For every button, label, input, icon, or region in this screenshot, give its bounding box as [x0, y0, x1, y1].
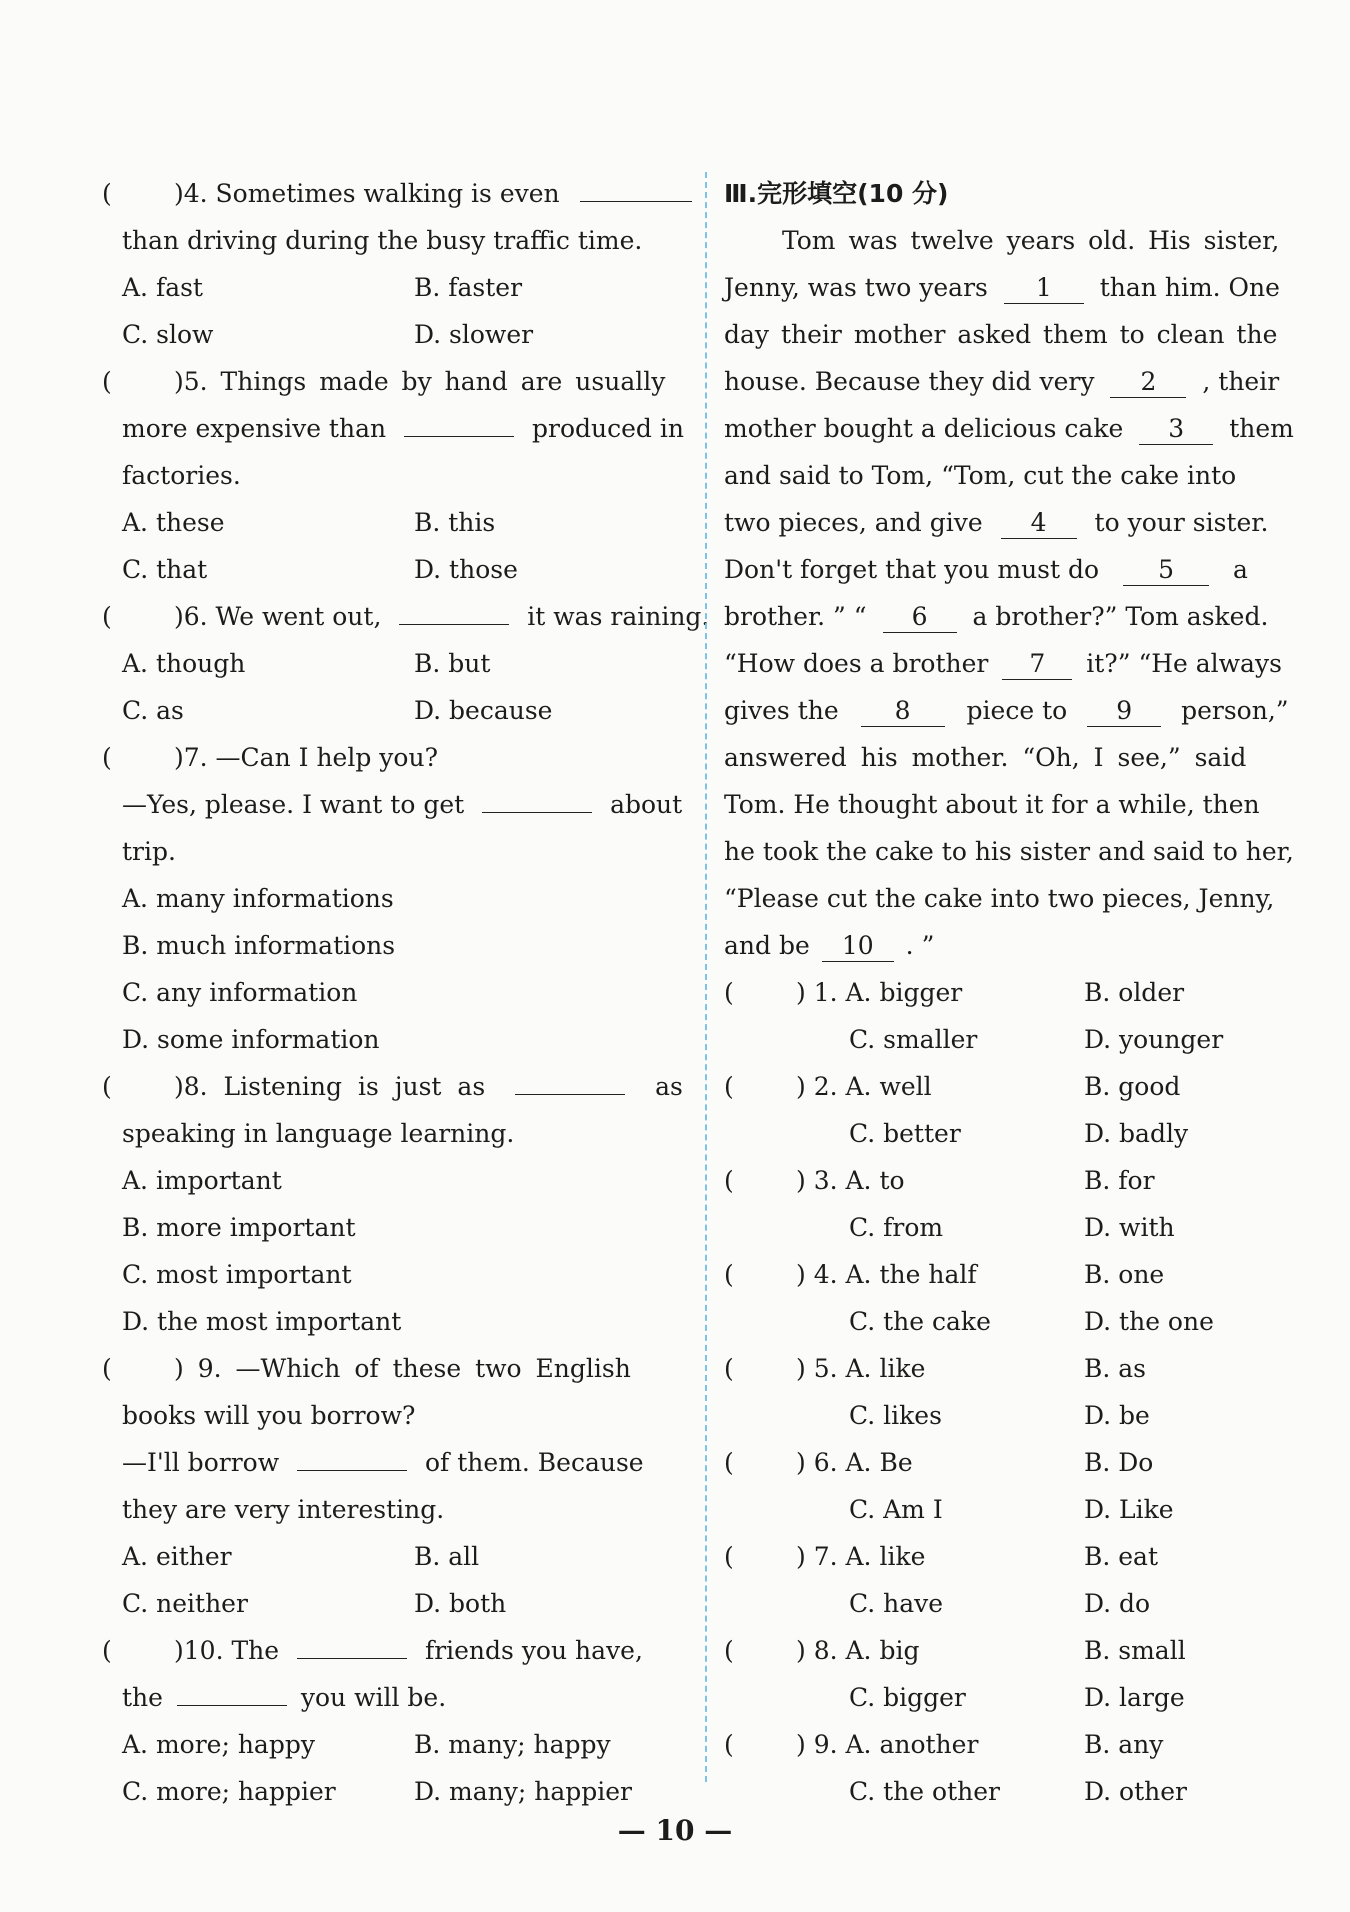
q4-options-cd	[122, 311, 682, 358]
option-d[interactable]: D. both	[414, 1589, 507, 1618]
passage-line: mother bought a delicious cake 3 them	[724, 414, 1294, 443]
q4-options-ab	[122, 264, 682, 311]
answer-blank[interactable]	[580, 171, 692, 202]
left-column	[102, 170, 710, 1815]
option-b[interactable]: B. eat	[1084, 1542, 1159, 1571]
passage-line: gives the 8 piece to 9 person,”	[724, 696, 1289, 725]
q10-line1: ( )10. The friends you have,	[102, 1627, 662, 1674]
section-title: Ⅲ.完形填空(10 分)	[724, 179, 949, 208]
cloze-blank[interactable]: 5	[1123, 555, 1209, 586]
cloze-q7: ( ) 7. A. like B. eat	[724, 1533, 1284, 1580]
option-c[interactable]: C. Am I	[849, 1495, 943, 1524]
option-c[interactable]: C. have	[849, 1589, 944, 1618]
q8-line2: speaking in language learning.	[122, 1119, 515, 1148]
option-a[interactable]: A. fast	[122, 273, 203, 302]
option-c[interactable]: C. better	[849, 1119, 961, 1148]
cloze-blank[interactable]: 1	[1004, 273, 1084, 304]
q5-line3: factories.	[122, 461, 241, 490]
option-d[interactable]: D. large	[1084, 1683, 1185, 1712]
cloze-q4-cd	[724, 1298, 1284, 1345]
option-b[interactable]: B. this	[414, 508, 496, 537]
answer-blank[interactable]	[404, 406, 514, 437]
cloze-blank[interactable]: 10	[822, 931, 894, 962]
option-c[interactable]: C. any information	[122, 978, 358, 1007]
q9-options-cd	[122, 1580, 682, 1627]
option-c[interactable]: C. that	[122, 555, 208, 584]
option-d[interactable]: D. because	[414, 696, 553, 725]
option-b[interactable]: B. good	[1084, 1072, 1181, 1101]
option-c[interactable]: C. bigger	[849, 1683, 966, 1712]
option-d[interactable]: D. other	[1084, 1777, 1187, 1806]
passage-line: Jenny, was two years 1 than him. One	[724, 273, 1280, 302]
passage-line: two pieces, and give 4 to your sister.	[724, 508, 1269, 537]
q7-line1: ( )7. —Can I help you?	[102, 743, 438, 772]
cloze-blank[interactable]: 3	[1139, 414, 1213, 445]
q8-line1: ( )8. Listening is just as as	[102, 1063, 662, 1110]
option-a[interactable]: ) 8. A. big	[796, 1636, 920, 1665]
option-c[interactable]: C. neither	[122, 1589, 248, 1618]
option-a[interactable]: A. many informations	[122, 884, 394, 913]
cloze-q8: ( ) 8. A. big B. small	[724, 1627, 1284, 1674]
cloze-q2-cd	[724, 1110, 1284, 1157]
q7-line3: trip.	[122, 837, 176, 866]
cloze-q2: ( ) 2. A. well B. good	[724, 1063, 1284, 1110]
option-d[interactable]: D. some information	[122, 1025, 380, 1054]
cloze-q5-cd	[724, 1392, 1284, 1439]
option-a[interactable]: ) 1. A. bigger	[796, 978, 963, 1007]
q9-options-ab	[122, 1533, 682, 1580]
q4-line1: ( )4. Sometimes walking is even	[102, 170, 662, 217]
cloze-q9-cd	[724, 1768, 1284, 1815]
option-d[interactable]: D. be	[1084, 1401, 1150, 1430]
option-d[interactable]: D. the one	[1084, 1307, 1214, 1336]
option-c[interactable]: C. the other	[849, 1777, 1000, 1806]
passage-line: Tom. He thought about it for a while, then	[724, 790, 1260, 819]
answer-blank[interactable]	[297, 1440, 407, 1471]
option-b[interactable]: B. as	[1084, 1354, 1146, 1383]
option-b[interactable]: B. any	[1084, 1730, 1164, 1759]
cloze-blank[interactable]: 9	[1087, 696, 1161, 727]
option-a[interactable]: ) 4. A. the half	[796, 1260, 977, 1289]
q4-line2: than driving during the busy traffic time.	[122, 226, 643, 255]
option-a[interactable]: A. either	[122, 1542, 232, 1571]
option-a[interactable]: ) 6. A. Be	[796, 1448, 913, 1477]
cloze-blank[interactable]: 7	[1002, 649, 1072, 680]
cloze-q4: ( ) 4. A. the half B. one	[724, 1251, 1284, 1298]
cloze-q3-cd	[724, 1204, 1284, 1251]
option-c[interactable]: C. the cake	[849, 1307, 991, 1336]
q6-options-cd	[122, 687, 682, 734]
answer-blank[interactable]	[177, 1675, 287, 1706]
option-b[interactable]: B. but	[414, 649, 491, 678]
q5-options-ab	[122, 499, 682, 546]
q5-options-cd	[122, 546, 682, 593]
option-b[interactable]: B. more important	[122, 1213, 356, 1242]
answer-blank[interactable]	[297, 1628, 407, 1659]
page-number: — 10 —	[617, 1814, 733, 1847]
option-a[interactable]: ) 3. A. to	[796, 1166, 905, 1195]
cloze-q7-cd	[724, 1580, 1284, 1627]
option-a[interactable]: ) 2. A. well	[796, 1072, 932, 1101]
option-b[interactable]: B. older	[1084, 978, 1185, 1007]
option-b[interactable]: B. for	[1084, 1166, 1155, 1195]
q9-line2: books will you borrow?	[122, 1401, 416, 1430]
q10-options-ab	[122, 1721, 682, 1768]
option-d[interactable]: D. Like	[1084, 1495, 1174, 1524]
cloze-q6-cd	[724, 1486, 1284, 1533]
option-d[interactable]: D. those	[414, 555, 518, 584]
q9-line1: ( ) 9. —Which of these two English	[102, 1354, 631, 1383]
q5-line2: more expensive than produced in	[122, 405, 682, 452]
passage-line: day their mother asked them to clean the	[724, 320, 1278, 349]
cloze-q6: ( ) 6. A. Be B. Do	[724, 1439, 1284, 1486]
option-d[interactable]: D. with	[1084, 1213, 1175, 1242]
option-b[interactable]: B. one	[1084, 1260, 1165, 1289]
option-a[interactable]: A. important	[122, 1166, 282, 1195]
option-d[interactable]: D. many; happier	[414, 1777, 633, 1806]
option-a[interactable]: A. though	[122, 649, 246, 678]
q10-options-cd	[122, 1768, 682, 1815]
cloze-q5: ( ) 5. A. like B. as	[724, 1345, 1284, 1392]
cloze-blank[interactable]: 8	[861, 696, 945, 727]
option-a[interactable]: ) 7. A. like	[796, 1542, 926, 1571]
passage-line: and said to Tom, “Tom, cut the cake into	[724, 461, 1237, 490]
option-b[interactable]: B. faster	[414, 273, 523, 302]
option-b[interactable]: B. many; happy	[414, 1730, 611, 1759]
q7-line2: —Yes, please. I want to get about	[122, 781, 682, 828]
q6-options-ab	[122, 640, 682, 687]
option-c[interactable]: C. slow	[122, 320, 214, 349]
option-a[interactable]: A. more; happy	[122, 1730, 315, 1759]
option-a[interactable]: ) 9. A. another	[796, 1730, 979, 1759]
option-c[interactable]: C. more; happier	[122, 1777, 336, 1806]
option-a[interactable]: ) 5. A. like	[796, 1354, 926, 1383]
q10-line2: the you will be.	[122, 1674, 682, 1721]
answer-blank[interactable]	[515, 1064, 625, 1095]
option-d[interactable]: D. younger	[1084, 1025, 1224, 1054]
passage-line: Tom was twelve years old. His sister,	[782, 226, 1280, 255]
option-d[interactable]: D. badly	[1084, 1119, 1189, 1148]
option-b[interactable]: B. Do	[1084, 1448, 1154, 1477]
cloze-q1-cd	[724, 1016, 1284, 1063]
passage-line: answered his mother. “Oh, I see,” said	[724, 743, 1247, 772]
option-b[interactable]: B. much informations	[122, 931, 396, 960]
cloze-blank[interactable]: 2	[1110, 367, 1186, 398]
q5-line1: ( )5. Things made by hand are usually	[102, 367, 666, 396]
option-c[interactable]: C. likes	[849, 1401, 942, 1430]
cloze-q1: ( ) 1. A. bigger B. older	[724, 969, 1284, 1016]
right-column	[724, 170, 1294, 1815]
passage-line: brother. ” “ 6 a brother?” Tom asked.	[724, 602, 1269, 631]
option-d[interactable]: D. do	[1084, 1589, 1151, 1618]
option-c[interactable]: C. from	[849, 1213, 944, 1242]
passage-line: house. Because they did very 2 , their	[724, 367, 1280, 396]
cloze-blank[interactable]: 4	[1001, 508, 1077, 539]
passage-line: Don't forget that you must do 5 a	[724, 555, 1248, 584]
cloze-q9: ( ) 9. A. another B. any	[724, 1721, 1284, 1768]
option-c[interactable]: C. smaller	[849, 1025, 978, 1054]
q9-line4: they are very interesting.	[122, 1495, 445, 1524]
cloze-q8-cd	[724, 1674, 1284, 1721]
option-a[interactable]: A. these	[122, 508, 225, 537]
answer-blank[interactable]	[399, 594, 509, 625]
column-divider	[705, 172, 707, 1782]
option-b[interactable]: B. small	[1084, 1636, 1186, 1665]
answer-blank[interactable]	[482, 782, 592, 813]
option-c[interactable]: C. as	[122, 696, 184, 725]
q9-line3: —I'll borrow of them. Because	[122, 1439, 682, 1486]
cloze-blank[interactable]: 6	[883, 602, 957, 633]
cloze-q3: ( ) 3. A. to B. for	[724, 1157, 1284, 1204]
passage-line: “How does a brother 7 it?” “He always	[724, 649, 1282, 678]
q6-line1: ( )6. We went out, it was raining.	[102, 593, 662, 640]
option-b[interactable]: B. all	[414, 1542, 480, 1571]
passage-line: and be 10 . ”	[724, 931, 935, 960]
passage-line: “Please cut the cake into two pieces, Jenny,	[724, 884, 1275, 913]
passage-line: he took the cake to his sister and said to her,	[724, 837, 1294, 866]
option-d[interactable]: D. slower	[414, 320, 534, 349]
option-c[interactable]: C. most important	[122, 1260, 352, 1289]
option-d[interactable]: D. the most important	[122, 1307, 402, 1336]
